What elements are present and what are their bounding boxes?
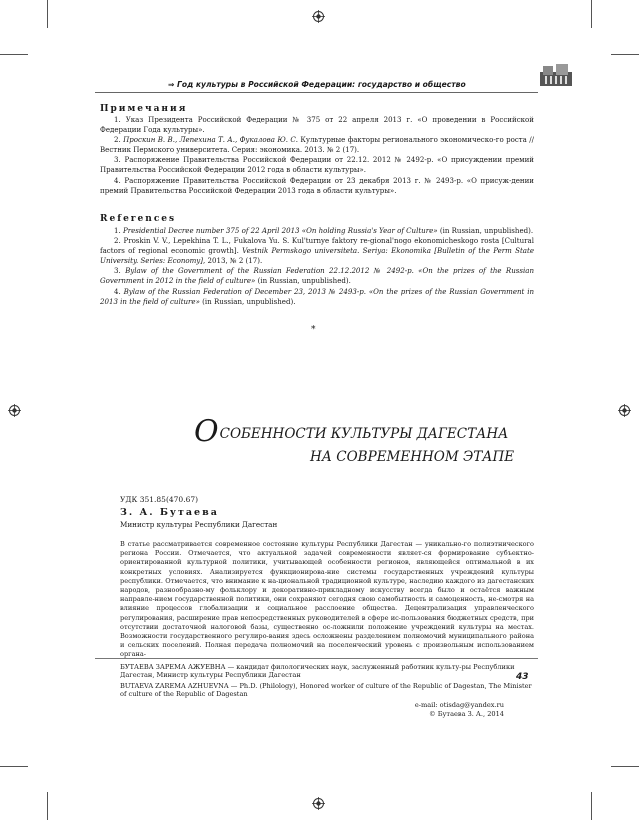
arrow-icon: ⇒ [168,80,175,89]
running-header [168,80,508,89]
references-list [100,226,534,307]
registration-mark-icon [8,404,21,417]
crop-mark [611,766,639,767]
list-item: 1. Presidential Decree number 375 of 22 April 2013 «On holding Russia's Year of Culture» (in Russian, unpublished). [114,226,534,235]
article-title [194,414,534,449]
header-rule [95,92,538,93]
list-item: 2. Proskin V. V., Lepekhina T. L., Fukalova Yu. S. Kul'turnye faktory re-gional'nogo ekonomicheskogo rosta [Cultural factors of regional economic growth]. Vestnik Permskogo universiteta. Seriya: Ekonomika [Bulletin of the Perm State University. Series: Economy], 2013, № 2 (17). [100,236,534,266]
udk-code: УДК 351.85(470.67) [120,495,199,504]
crop-mark [611,54,639,55]
author-email: e-mail: otisdag@yandex.ru [414,701,504,709]
footer-rule [95,658,538,659]
title-line-2: НА СОВРЕМЕННОМ ЭТАПЕ [310,449,515,465]
title-initial: О [194,414,219,449]
author-name: З. А. Бутаева [120,507,219,518]
references-heading: References [100,214,177,224]
list-item: 2. Проскин В. В., Лепехина Т. А., Фукалова Ю. С. Культурные факторы регионального экономическо-го роста // Вестник Пермского университета. Серия: экономика. 2013. № 2 (17). [100,135,534,155]
abstract: В статье рассматривается современное состояние культуры Республики Дагестан — уникально-го полиэтнического региона России. Отмечается, что актуальной задачей современности являет-ся формирование субъектно-ориентированной культурной политики, учитывающей особенности регионов, являющейся оптимальной в их конкретных условиях. Анализируется функционирова-ние системы государственных учреждений культуры республики. Отмечается, что внимание к на-циональной традиционной культуре, наследию каждого из дагестанских народов, разнообразно-му фольклору и декоративно-прикладному искусству всегда было и остаётся важным направле-нием государственной политики, они сохраняют сегодня свою самобытность и самоценность, не-смотря на влияние процессов глобализации и социальное расслоение общества. Децентрализация управленческого регулирования, расширение прав непосредственных руководителей в сфере ис-пользования бюджетных средств, при отсутствии достаточной налоговой базы, существенно ос-ложнили положение учреждений культуры на местах. Возможности государственного регулиро-вания здесь осложнены разделением полномочий муниципального района и сельских поселений. Полная передача полномочий на поселенческий уровень с произвольным использованием органа- [120,540,534,659]
author-info-en: BUTAEVA ZAREMA AZHUEVNA — Ph.D. (Philology), Honored worker of culture of the Republic of Dagestan, The Minister of culture of the Republic of Dagestan [120,682,532,699]
list-item: 4. Bylaw of the Russian Federation of December 23, 2013 № 2493-p. «On the prizes of the Russian Government in 2013 in the field of culture» (in Russian, unpublished). [100,286,534,306]
crop-mark [47,792,48,820]
crop-mark [0,766,28,767]
crop-mark [591,0,592,28]
title-line-1: СОБЕННОСТИ КУЛЬТУРЫ ДАГЕСТАНА [219,426,509,442]
crop-mark [591,792,592,820]
registration-mark-icon [312,10,325,23]
list-item: 1. Указ Президента Российской Федерации № 375 от 22 апреля 2013 г. «О проведении в Российской Федерации Года культуры». [100,115,534,135]
journal-logo-icon [540,64,572,86]
crop-mark [0,54,28,55]
author-position: Министр культуры Республики Дагестан [120,520,278,529]
page-number: 43 [516,672,529,682]
running-title: Год культуры в Российской Федерации: государство и общество [177,80,466,89]
registration-mark-icon [312,797,325,810]
notes-heading: Примечания [100,104,188,114]
list-item: 4. Распоряжение Правительства Российской Федерации от 23 декабря 2013 г. № 2493-р. «О присуж-дении премий Правительства Российской Федерации 2013 года в области культуры». [100,175,534,195]
registration-mark-icon [618,404,631,417]
crop-mark [47,0,48,28]
separator-star: * [311,325,316,335]
list-item: 3. Распоряжение Правительства Российской Федерации от 22.12. 2012 № 2492-р. «О присуждении премий Правительства Российской Федерации 2012 года в области культуры». [100,155,534,175]
copyright: © Бутаева З. А., 2014 [429,710,504,718]
author-info-ru: БУТАЕВА ЗАРЕМА АЖУЕВНА — кандидат филологических наук, заслуженный работник культу-ры Республики Дагестан, Министр культуры Республики Дагестан [120,663,515,680]
notes-list [100,115,534,196]
list-item: 3. Bylaw of the Government of the Russian Federation 22.12.2012 № 2492-p. «On the prizes of the Russian Government in 2012 in the field of culture» (in Russian, unpublished). [100,266,534,286]
